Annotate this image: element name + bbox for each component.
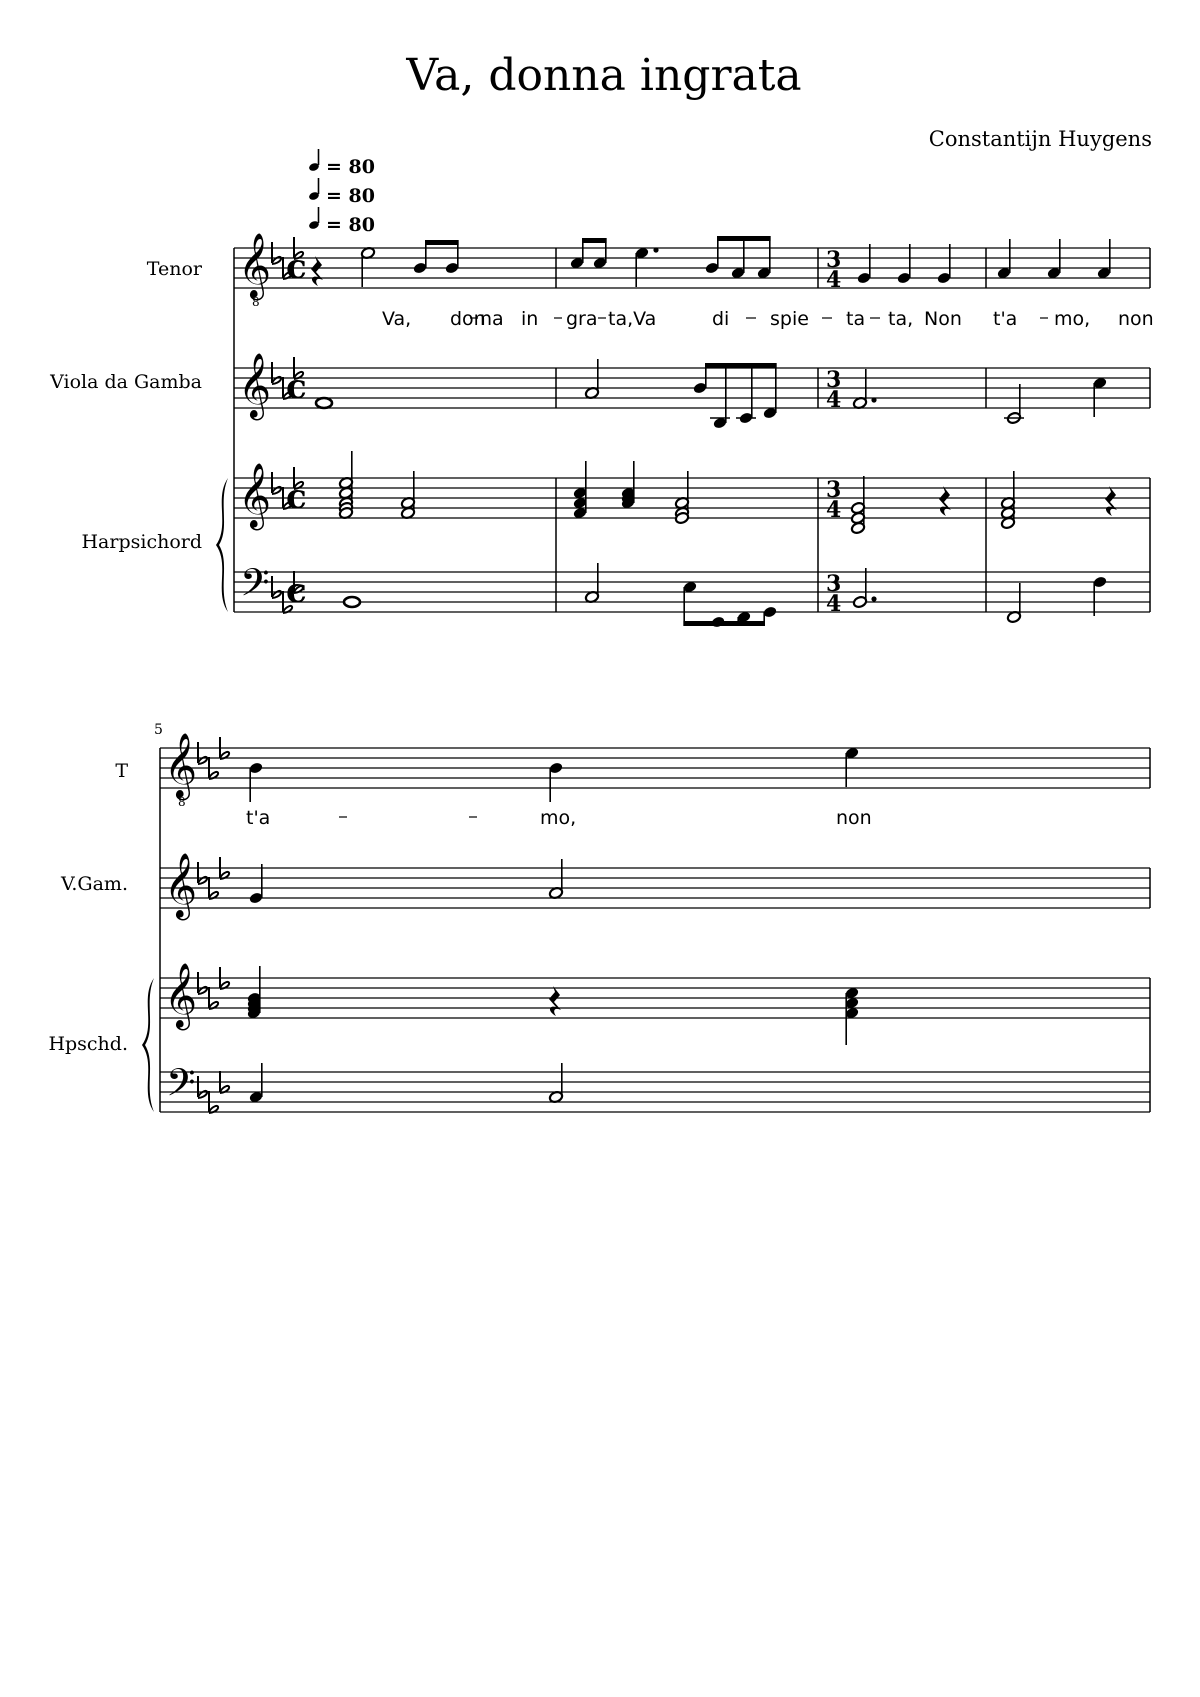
lyric-syllable: Non — [924, 308, 962, 330]
common-time-icon: c — [286, 571, 307, 611]
instrument-label-harpsichord: Harpsichord — [81, 531, 202, 553]
time-signature-denominator: 4 — [826, 591, 842, 617]
instrument-label-harpsichord-short: Hpschd. — [48, 1033, 128, 1055]
time-signature-denominator: 4 — [826, 387, 842, 413]
lyric-syllable: na — [480, 308, 504, 330]
time-signature-numerator: 3 — [826, 571, 842, 597]
quarter-rest — [939, 486, 951, 516]
measure-number: 5 — [154, 722, 163, 738]
quarter-rest — [549, 986, 561, 1016]
lyric-syllable: t'a — [993, 308, 1018, 330]
lyric-syllable: t'a — [246, 807, 271, 829]
treble-clef-icon: 𝄞 — [164, 853, 198, 918]
lyric-syllable: mo, — [540, 807, 577, 829]
instrument-label-viola-short: V.Gam. — [60, 873, 128, 895]
tempo-mark — [308, 207, 375, 236]
flat-icon — [272, 362, 281, 384]
time-signature-numerator: 3 — [826, 477, 842, 503]
lyric-syllable: di — [712, 308, 730, 330]
common-time-icon: c — [286, 247, 307, 287]
lyric-syllable: spie — [770, 308, 809, 330]
tempo-mark — [308, 178, 375, 207]
time-signature-denominator: 4 — [826, 267, 842, 293]
whole-note — [344, 597, 360, 607]
time-signature-numerator: 3 — [826, 247, 842, 273]
beam — [683, 621, 765, 626]
augmentation-dot — [653, 247, 658, 252]
flat-icon — [272, 576, 281, 598]
treble-clef-icon: 𝄞 — [164, 963, 198, 1028]
score-title: Va, donna ingrata — [406, 50, 802, 101]
lyrics-system-2 — [246, 807, 872, 829]
bass-clef-icon: 𝄢 — [240, 560, 270, 614]
tempo-mark — [308, 149, 375, 178]
lyric-syllable: non — [836, 807, 872, 829]
treble-clef-icon: 𝄞 — [238, 353, 272, 418]
instrument-label-viola: Viola da Gamba — [50, 371, 202, 393]
time-signature-denominator: 4 — [826, 497, 842, 523]
treble-clef-icon: 𝄞 — [238, 233, 272, 298]
bass-clef-icon: 𝄢 — [166, 1060, 196, 1114]
lyric-syllable: gra — [566, 308, 598, 330]
instrument-label-tenor-short: T — [115, 760, 128, 782]
quarter-rest — [311, 256, 323, 286]
time-signature-numerator: 3 — [826, 367, 842, 393]
music-notation — [142, 233, 1150, 1114]
tempo-text: = 80 — [326, 156, 375, 178]
flat-icon — [198, 742, 207, 764]
lyric-syllable: don — [450, 308, 486, 330]
treble-clef-icon: 𝄞 — [238, 463, 272, 528]
flat-icon — [272, 242, 281, 264]
quarter-rest — [1105, 486, 1117, 516]
beam — [705, 363, 777, 368]
lyrics-system-1 — [382, 308, 1154, 330]
lyric-syllable: non — [1118, 308, 1154, 330]
beam — [425, 240, 459, 245]
brace-icon — [216, 478, 228, 612]
tempo-text: = 80 — [326, 185, 375, 207]
common-time-icon: c — [286, 367, 307, 407]
whole-note — [316, 398, 332, 408]
brace-icon — [142, 978, 154, 1112]
augmentation-dot — [871, 397, 876, 402]
octave-mark: 8 — [178, 795, 186, 809]
lyric-syllable: in — [521, 308, 539, 330]
beam — [717, 236, 771, 241]
tempo-marks — [308, 149, 375, 236]
flat-icon — [198, 862, 207, 884]
lyric-syllable: ta — [846, 308, 866, 330]
flat-icon — [272, 472, 281, 494]
lyric-syllable: ta, — [888, 308, 914, 330]
augmentation-dot — [871, 596, 876, 601]
common-time-icon: c — [286, 477, 307, 517]
beam — [582, 238, 607, 243]
tempo-text: = 80 — [326, 214, 375, 236]
octave-mark: 8 — [252, 295, 260, 309]
lyric-syllable: mo, — [1054, 308, 1091, 330]
lyric-syllable: ta,Va — [608, 308, 657, 330]
treble-clef-icon: 𝄞 — [164, 733, 198, 798]
composer-name: Constantijn Huygens — [928, 127, 1152, 151]
lyric-syllable: Va, — [382, 308, 412, 330]
instrument-label-tenor: Tenor — [146, 258, 202, 280]
flat-icon — [198, 1076, 207, 1098]
flat-icon — [198, 972, 207, 994]
